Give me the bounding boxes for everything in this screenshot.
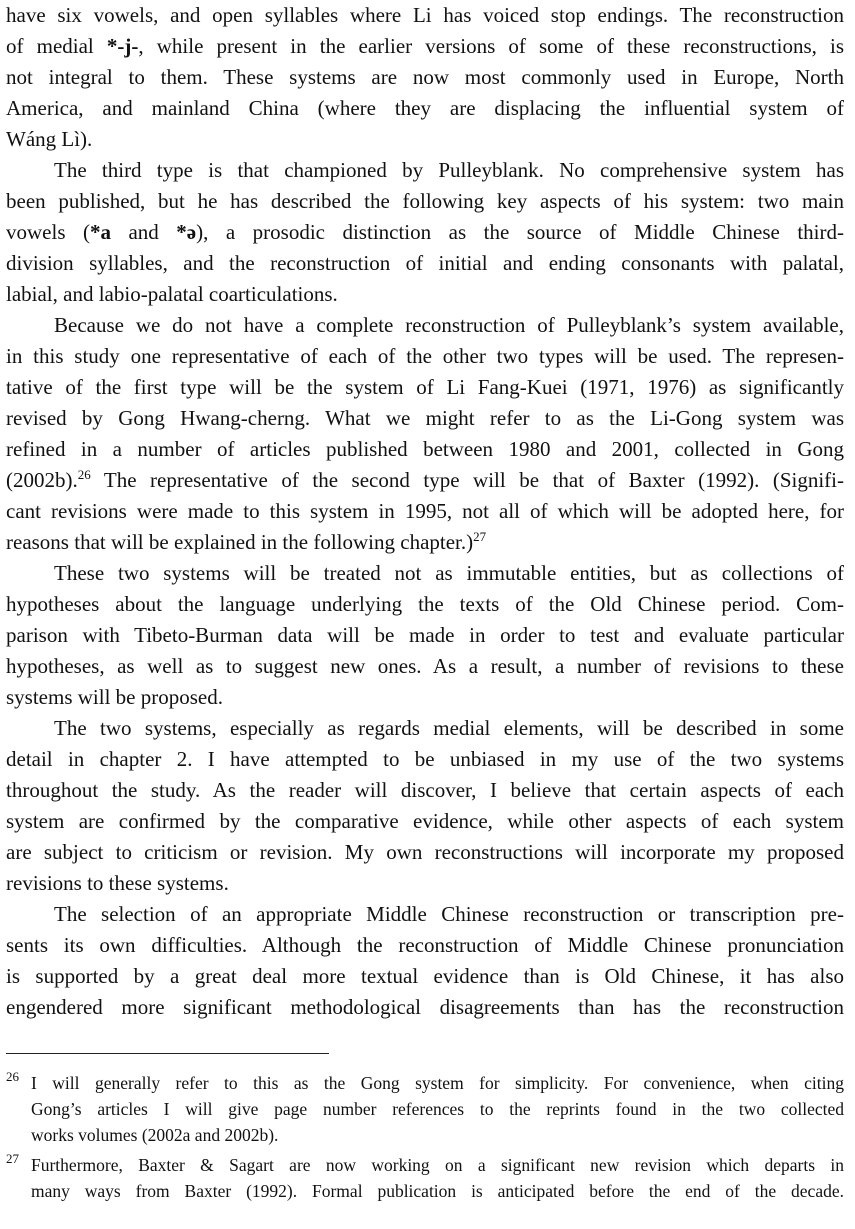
text-line: revisions to these systems. [6, 871, 229, 895]
text-line: been published, but he has described the following key aspects of his system: two main [6, 189, 844, 213]
text-line: The third type is that championed by Pulleyblank. No comprehensive system has [54, 158, 844, 182]
footnote-number: 26 [6, 1069, 19, 1084]
text-line: not integral to them. These systems are now most commonly used in Europe, North [6, 65, 844, 89]
footnote-text: Furthermore, Baxter & Sagart are now working on a significant new revision which departs in [31, 1155, 844, 1175]
text-line: The selection of an appropriate Middle Chinese reconstruction or transcription pre- [54, 902, 844, 926]
text-line: are subject to criticism or revision. My own reconstructions will incorporate my proposed [6, 840, 844, 864]
text-line: is supported by a great deal more textual evidence than is Old Chinese, it has also [6, 964, 844, 988]
text-line: hypotheses about the language underlying the texts of the Old Chinese period. Com- [6, 592, 844, 616]
footnote-26-line [6, 1122, 844, 1148]
footnote-27-line [6, 1178, 844, 1204]
footnote-text: Gong’s articles I will give page number references to the reprints found in the two collected [31, 1099, 844, 1119]
text-line: These two systems will be treated not as immutable entities, but as collections of [54, 561, 844, 585]
text-line: vowels (*a and *ə), a prosodic distinction as the source of Middle Chinese third- [6, 220, 844, 244]
text-line: cant revisions were made to this system in 1995, not all of which will be adopted here, for [6, 499, 844, 523]
footnote-text: I will generally refer to this as the Gong system for simplicity. For convenience, when citing [31, 1073, 844, 1093]
text-line: revised by Gong Hwang-cherng. What we might refer to as the Li-Gong system was [6, 406, 844, 430]
footnote-27-line [6, 1152, 844, 1178]
text-line: of medial *-j-, while present in the earlier versions of some of these reconstructions, is [6, 34, 844, 58]
text-line: The two systems, especially as regards medial elements, will be described in some [54, 716, 844, 740]
footnote-text: many ways from Baxter (1992). Formal publication is anticipated before the end of the decade. [31, 1181, 844, 1201]
text-line: engendered more significant methodological disagreements than has the reconstruction [6, 995, 844, 1019]
footnote-text: works volumes (2002a and 2002b). [31, 1125, 279, 1145]
footnote-divider [6, 1053, 329, 1054]
text-line: refined in a number of articles published between 1980 and 2001, collected in Gong [6, 437, 844, 461]
text-line: in this study one representative of each of the other two types will be used. The represen- [6, 344, 844, 368]
text-line: labial, and labio-palatal coarticulations. [6, 282, 338, 306]
text-line: Because we do not have a complete reconstruction of Pulleyblank’s system available, [54, 313, 844, 337]
footnote-number: 27 [6, 1151, 19, 1166]
text-line: sents its own difficulties. Although the reconstruction of Middle Chinese pronunciation [6, 933, 844, 957]
text-line: throughout the study. As the reader will discover, I believe that certain aspects of each [6, 778, 844, 802]
footnote-26-line [6, 1096, 844, 1122]
text-line: tative of the first type will be the system of Li Fang-Kuei (1971, 1976) as significantly [6, 375, 844, 399]
text-line: America, and mainland China (where they are displacing the influential system of [6, 96, 844, 120]
text-line: Wáng Lì). [6, 127, 93, 151]
text-line: (2002b).$^{26}$ The representative of the second type will be that of Baxter (1992). (Signifi- [6, 467, 844, 492]
text-line: hypotheses, as well as to suggest new ones. As a result, a number of revisions to these [6, 654, 844, 678]
text-line: reasons that will be explained in the following chapter.)$^{27}$ [6, 529, 487, 554]
text-line: detail in chapter 2. I have attempted to be unbiased in my use of the two systems [6, 747, 844, 771]
text-line: have six vowels, and open syllables where Li has voiced stop endings. The reconstruction [6, 3, 844, 27]
text-line: systems will be proposed. [6, 685, 223, 709]
text-line: system are confirmed by the comparative evidence, while other aspects of each system [6, 809, 844, 833]
footnote-26-line [6, 1070, 844, 1096]
text-line: division syllables, and the reconstruction of initial and ending consonants with palatal, [6, 251, 844, 275]
text-line: parison with Tibeto-Burman data will be made in order to test and evaluate particular [6, 623, 844, 647]
